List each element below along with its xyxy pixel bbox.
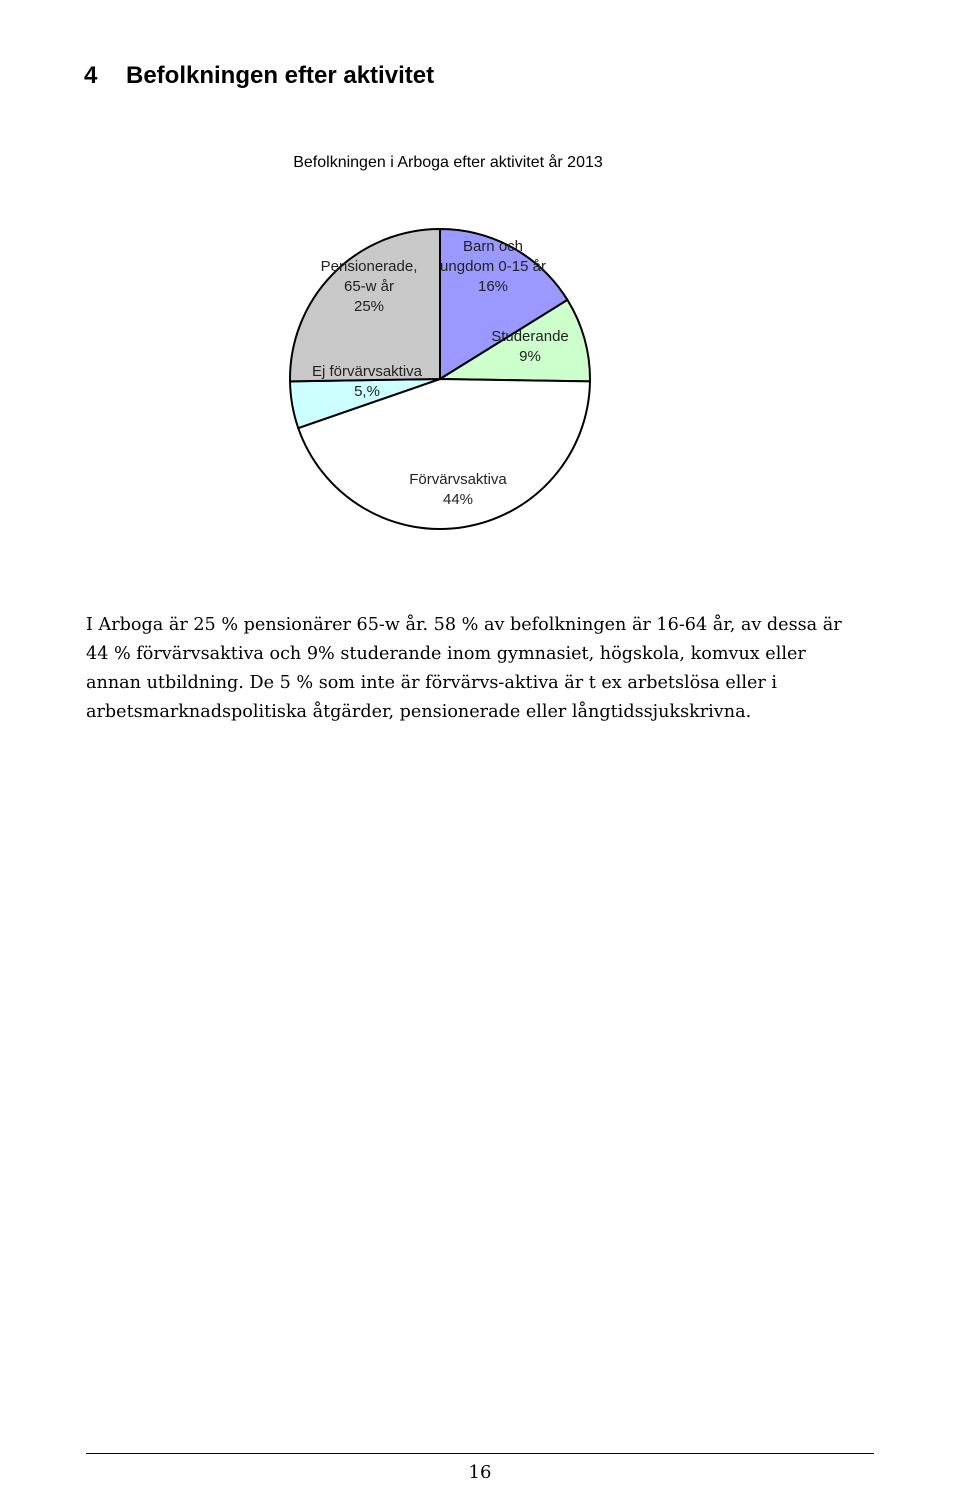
- slice-label-barn-och: Barn och ungdom 0-15 år 16%: [440, 238, 546, 295]
- chart-title: Befolkningen i Arboga efter aktivitet år 2013: [293, 154, 603, 171]
- slice-label-studerande: Studerande 9%: [491, 328, 569, 365]
- slice-label-ej-förvärvsaktiva: Ej förvärvsaktiva 5,%: [311, 363, 423, 400]
- page-number: 16: [468, 1462, 492, 1483]
- footer-divider: [86, 1453, 874, 1454]
- section-number: 4: [84, 62, 98, 89]
- body-paragraph: I Arboga är 25 % pensionärer 65-w år. 58 % av befolkningen är 16-64 år, av dessa är 44 % förvärvsaktiva och 9% studerande inom gymnasiet, högskola, komvux eller annan utbildning. De 5 % som inte är förvärvs-aktiva är t ex arbetslösa eller i arbetsmarknadspolitiska åtgärder, pensionerade eller långtidssjukskrivna.: [86, 615, 842, 722]
- slice-label-förvärvsaktiva: Förvärvsaktiva 44%: [409, 471, 507, 508]
- slice-label-pensionerade: Pensionerade, 65-w år 25%: [320, 258, 418, 315]
- section-title: Befolkningen efter aktivitet: [126, 62, 435, 89]
- pie-chart: [0, 0, 960, 600]
